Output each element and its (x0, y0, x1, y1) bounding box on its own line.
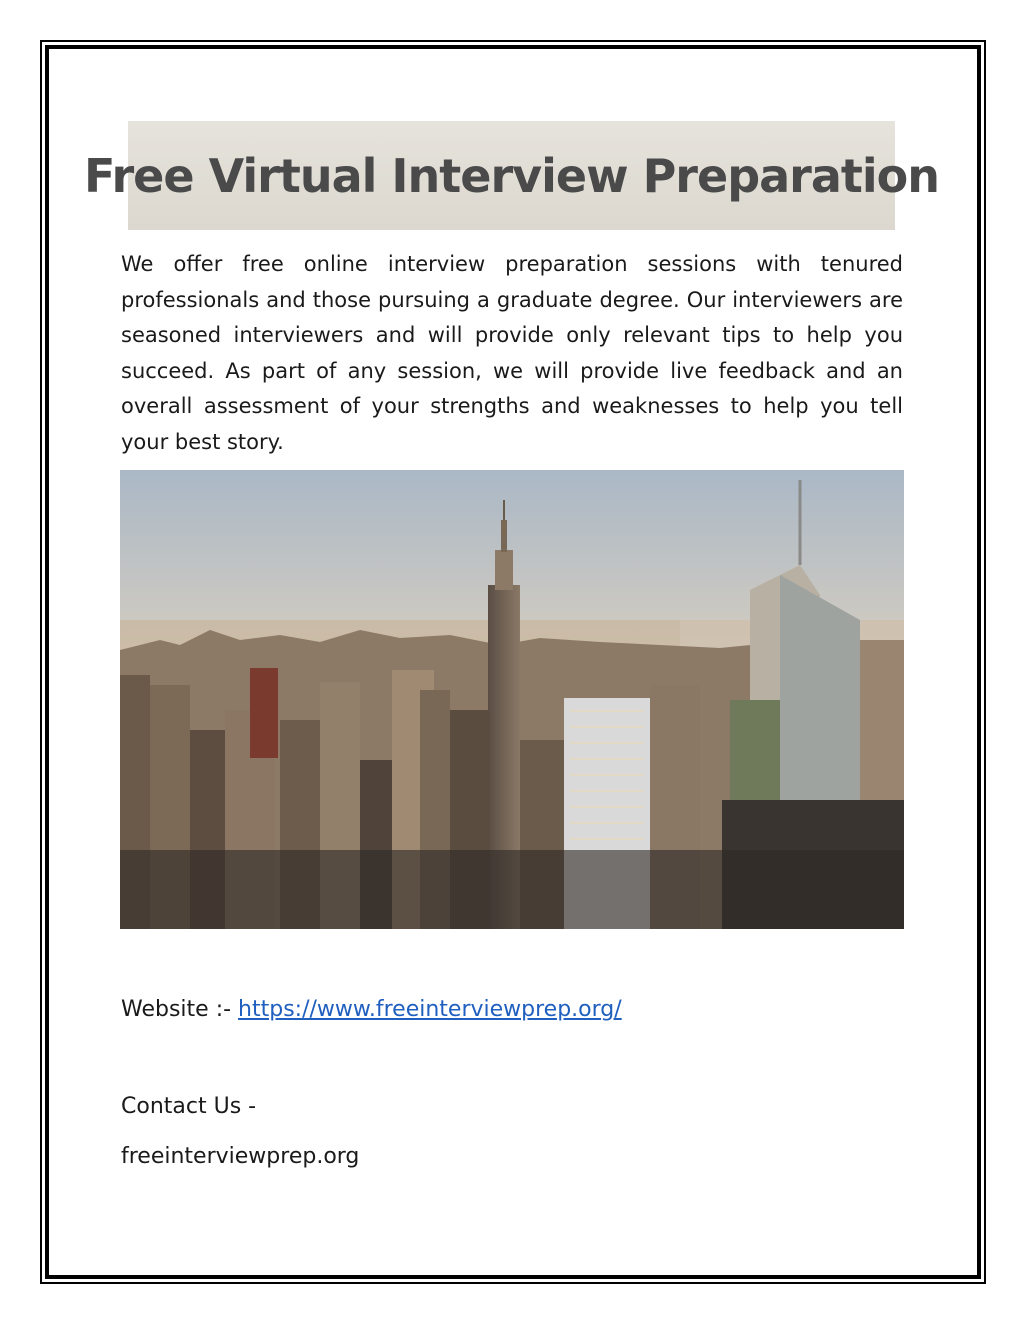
title-banner (84, 121, 939, 230)
website-link[interactable]: https://www.freeinterviewprep.org/ (238, 997, 622, 1022)
contact-label: Contact Us - (121, 1094, 257, 1119)
city-skyline-photo (120, 470, 904, 929)
banner-title: Free Virtual Interview Preparation (84, 148, 939, 203)
intro-paragraph: We offer free online interview preparation sessions with tenured professionals and those pursuing a graduate degree. Our interviewers are seasoned interviewers and will provide only relevant tips to help you succeed. As part of any session, we will provide live feedback and an overall assessment of your strengths and weaknesses to help you tell your best story. (121, 252, 903, 454)
website-line (121, 997, 622, 1022)
contact-value: freeinterviewprep.org (121, 1144, 360, 1169)
website-label: Website :- (121, 997, 239, 1022)
